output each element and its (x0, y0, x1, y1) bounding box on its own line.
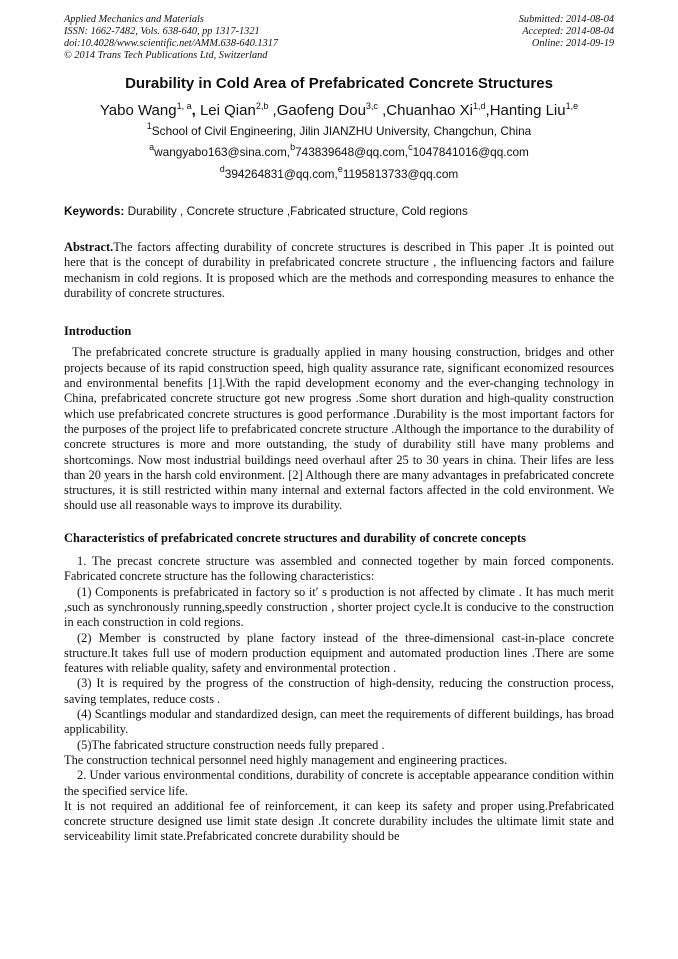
email-address: wangyabo163@sina.com, (154, 145, 291, 159)
keywords-text: Durability , Concrete structure ,Fabricated structure, Cold regions (124, 204, 468, 218)
body-paragraph: 1. The precast concrete structure was assembled and connected together by main forced components. Fabricated concrete structure has the following characteristics: (64, 554, 614, 584)
author-list (64, 101, 614, 121)
author-separator: , (268, 102, 277, 119)
body-paragraph: The construction technical personnel need highly management and engineering practices. (64, 752, 508, 767)
email-address: 1047841016@qq.com (412, 145, 529, 159)
body-paragraph: (1) Components is prefabricated in factory so it′ s production is not affected by climate . It has much merit ,such as synchronously running,speedly construction , shorter project cycle.It is conducive to the construction in each construction in cold regions. (64, 584, 614, 630)
email-mark: c (408, 142, 413, 152)
author-name: Yabo Wang (99, 102, 177, 119)
body-paragraph: (5)The fabricated structure construction needs fully prepared . (77, 737, 385, 752)
author-affiliation-mark: 1,d (473, 101, 486, 111)
body-paragraph: It is not required an additional fee of reinforcement, it can keep its safety and proper using.Prefabricated concrete structure designed use limit state design .It concrete durability includes the ultimate limit state and serviceability limit state.Prefabricated concrete durability should be (64, 798, 614, 844)
author-name: Hanting Liu (489, 102, 566, 119)
introduction-paragraph: The prefabricated concrete structure is gradually applied in many housing construction, bridges and other projects because of its rapid construction speed, high quality assurance rate, significant economized resources and environmental benefits [1].With the rapid development economy and the ever-changing technology in China, prefabricated concrete structure got new progress .Some short duration and high-quality construction which use prefabricated concrete structures is good performance .Durability is the most important factors for the purposes of the project life to prefabricated concrete structure .Although the importance to the durability of concrete structures is more and more outstanding, the study of durability still have many problems and shortcomings. Now most industrial buildings need overhaul after 25 to 30 years in china. Their lifes are less than 20 years in the harsh cold environment. [2] Although there are many advantages in prefabricated concrete structures, it is still restricted within many internal and external factors affected in the cold environment. We should use all reasonable ways to improve its durability. (64, 345, 614, 513)
abstract (64, 240, 614, 301)
email-address: 1195813733@qq.com (342, 167, 459, 181)
email-line-2 (64, 164, 614, 182)
publication-header (64, 14, 614, 62)
copyright-line: © 2014 Trans Tech Publications Ltd, Switzerland (64, 50, 268, 61)
affiliation-mark: 1 (146, 121, 152, 131)
author-affiliation-mark: 1, a (176, 101, 192, 111)
email-mark: a (149, 142, 155, 152)
section-heading-introduction: Introduction (64, 324, 132, 339)
email-mark: b (290, 142, 296, 152)
author-separator: , (377, 102, 387, 119)
email-mark: e (337, 164, 343, 174)
abstract-text: The factors affecting durability of concrete structures is described in This paper .It is pointed out here that is the concept of durability in prefabricated concrete structure , the influencing factors and failure mechanism in cold regions. It is proposed which are the methods and corresponding measures to enhance the durability of concrete structures. (64, 240, 614, 300)
email-address: 394264831@qq.com, (224, 167, 338, 181)
email-line-1 (64, 142, 614, 160)
submitted-date: Submitted: 2014-08-04 (518, 14, 614, 25)
paper-title: Durability in Cold Area of Prefabricated Concrete Structures (125, 75, 553, 92)
body-paragraph: 2. Under various environmental conditions, durability of concrete is acceptable appearance condition within the specified service life. (64, 768, 614, 798)
submission-dates (519, 14, 614, 62)
section-heading-characteristics: Characteristics of prefabricated concrete structures and durability of concrete concepts (64, 530, 526, 545)
doi-line: doi:10.4028/www.scientific.net/AMM.638-640.1317 (64, 38, 279, 49)
keywords (64, 204, 614, 219)
journal-name: Applied Mechanics and Materials (64, 14, 204, 25)
author-affiliation-mark: 1,e (565, 101, 579, 111)
affiliation-text: School of Civil Engineering, Jilin JIANZHU University, Changchun, China (151, 124, 532, 138)
accepted-date: Accepted: 2014-08-04 (522, 26, 614, 37)
author-name: Gaofeng Dou (276, 102, 366, 119)
online-date: Online: 2014-09-19 (531, 38, 614, 49)
email-address: 743839648@qq.com, (295, 145, 409, 159)
body-paragraph: (4) Scantlings modular and standardized design, can meet the requirements of different buildings, has broad applicability. (64, 707, 614, 737)
abstract-label: Abstract. (64, 240, 114, 254)
journal-info (64, 14, 278, 62)
issn-line: ISSN: 1662-7482, Vols. 638-640, pp 1317-1321 (64, 26, 260, 37)
author-affiliation-mark: 2,b (255, 101, 269, 111)
email-mark: d (219, 164, 225, 174)
author-separator: , (485, 102, 490, 119)
author-separator: , (191, 102, 200, 119)
author-affiliation-mark: 3,c (365, 101, 378, 111)
body-paragraph: (3) It is required by the progress of the construction of high-density, reducing the construction process, saving templates, reduce costs . (64, 676, 614, 706)
author-name: Chuanhao Xi (386, 102, 474, 119)
keywords-label: Keywords: (64, 204, 125, 218)
affiliation (64, 121, 614, 139)
author-name: Lei Qian (199, 102, 256, 119)
body-paragraph: (2) Member is constructed by plane factory instead of the three-dimensional cast-in-place concrete structure.It takes full use of modern production equipment and automated production lines .There are some features with reliable quality, safety and environmental protection . (64, 630, 614, 676)
